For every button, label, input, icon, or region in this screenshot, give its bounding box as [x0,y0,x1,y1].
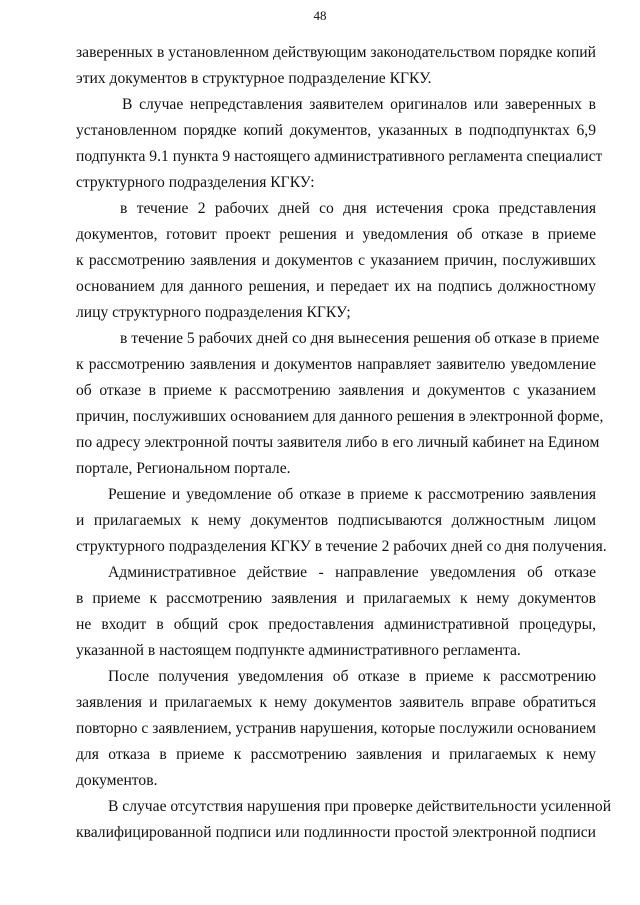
text-line: подпункта 9.1 пункта 9 настоящего административного регламента специалист [76,148,603,165]
text-line: После получения уведомления об отказе в приеме к рассмотрению [108,668,596,685]
text-line: в приеме к рассмотрению заявления и прилагаемых к нему документов [76,590,596,607]
text-line: Решение и уведомление об отказе в приеме к рассмотрению заявления [108,486,596,503]
text-line: указанной в настоящем подпункте административного регламента. [76,642,521,659]
text-line: об отказе в приеме к рассмотрению заявления и документов с указанием [76,382,596,399]
paragraph [76,664,596,794]
text-line: не входит в общий срок предоставления административной процедуры, [76,616,596,633]
paragraph [76,326,604,482]
text-line: заверенных в установленном действующим законодательством порядке копий [76,44,596,61]
text-line: В случае отсутствия нарушения при проверке действительности усиленной [108,798,612,815]
text-line: и прилагаемых к нему документов подписываются должностным лицом [76,512,596,529]
text-line: в течение 2 рабочих дней со дня истечения срока представления [120,200,596,217]
paragraph [76,40,596,92]
text-line: по адресу электронной почты заявителя либо в его личный кабинет на Едином [76,434,600,451]
text-line: основанием для данного решения, и передает их на подпись должностному [76,278,596,295]
text-line: к рассмотрению заявления и документов с указанием причин, послуживших [76,252,596,269]
text-line: структурного подразделения КГКУ в течение 2 рабочих дней со дня получения. [76,538,607,555]
text-line: повторно с заявлением, устранив нарушения, которые послужили основанием [76,720,596,737]
paragraph [76,196,596,326]
document-body [76,40,612,846]
text-line: к рассмотрению заявления и документов направляет заявителю уведомление [76,356,596,373]
text-line: документов. [76,772,158,789]
text-line: этих документов в структурное подразделение КГКУ. [76,70,432,87]
text-line: документов, готовит проект решения и уведомления об отказе в приеме [76,226,596,243]
text-line: причин, послуживших основанием для данного решения в электронной форме, [76,408,604,425]
paragraph [76,560,596,664]
text-line: установленном порядке копий документов, указанных в подподпунктах 6,9 [76,122,596,139]
paragraph [76,92,603,196]
text-line: В случае непредставления заявителем оригиналов или заверенных в [122,96,596,113]
page-number: 48 [313,8,327,23]
text-line: заявления и прилагаемых к нему документов заявитель вправе обратиться [76,694,596,711]
text-line: квалифицированной подписи или подлинности простой электронной подписи [76,824,596,841]
text-line: Административное действие - направление уведомления об отказе [108,564,596,581]
text-line: в течение 5 рабочих дней со дня вынесения решения об отказе в приеме [120,330,600,347]
text-line: структурного подразделения КГКУ: [76,174,315,191]
paragraph [76,482,607,560]
text-line: для отказа в приеме к рассмотрению заявления и прилагаемых к нему [76,746,596,763]
text-line: портале, Региональном портале. [76,460,291,477]
text-line: лицу структурного подразделения КГКУ; [76,304,351,321]
paragraph [76,794,612,846]
